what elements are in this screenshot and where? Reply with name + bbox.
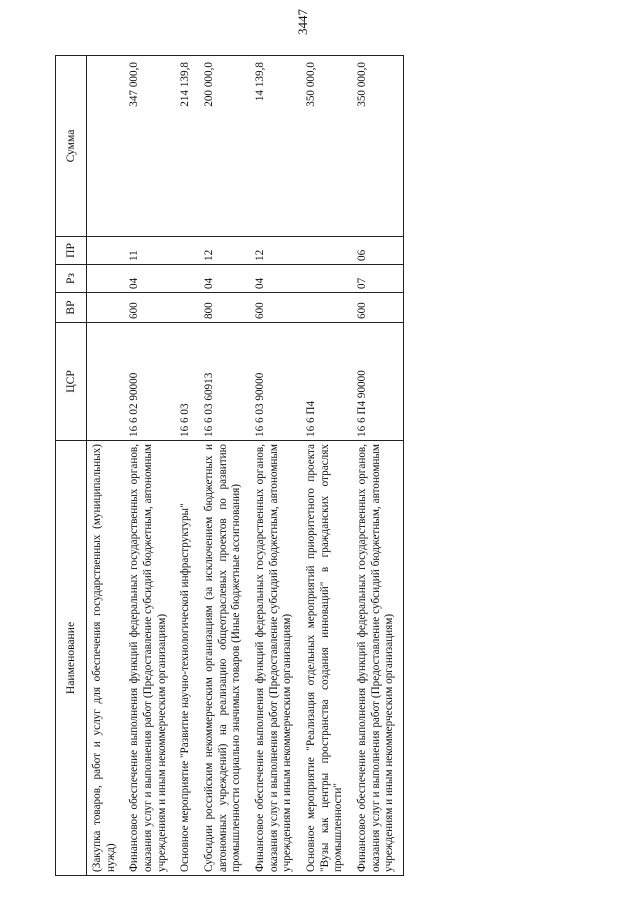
cell-csr: 16 6 02 90000 <box>124 323 175 441</box>
table-row <box>175 56 199 876</box>
cell-name: Основное мероприятие "Реализация отдельных мероприятий приоритетного проекта "Вузы как центры пространства создания инноваций" в гражданских отраслях промышленности" <box>301 441 352 876</box>
cell-pr: 06 <box>352 237 403 265</box>
cell-name: Основное мероприятие "Развитие научно-технологической инфраструктуры" <box>175 441 199 876</box>
cell-vr: 600 <box>124 293 175 323</box>
cell-sum: 350 000,0 <box>301 56 352 237</box>
header-sum: Сумма <box>56 56 87 237</box>
cell-vr <box>87 293 125 323</box>
cell-rz: 04 <box>199 265 250 293</box>
table-row <box>301 56 352 876</box>
table-header-row <box>56 56 87 876</box>
page-number: 3447 <box>295 9 310 35</box>
cell-rz: 04 <box>124 265 175 293</box>
cell-rz <box>87 265 125 293</box>
cell-pr: 11 <box>124 237 175 265</box>
cell-pr: 12 <box>199 237 250 265</box>
cell-csr <box>87 323 125 441</box>
cell-sum: 214 139,8 <box>175 56 199 237</box>
cell-csr: 16 6 П4 90000 <box>352 323 403 441</box>
cell-csr: 16 6 03 60913 <box>199 323 250 441</box>
table-row <box>87 56 125 876</box>
cell-vr: 600 <box>352 293 403 323</box>
cell-csr: 16 6 03 90000 <box>250 323 301 441</box>
header-pr: ПР <box>56 237 87 265</box>
cell-pr <box>301 237 352 265</box>
header-csr: ЦСР <box>56 323 87 441</box>
cell-name: Финансовое обеспечение выполнения функций федеральных государственных органов, оказания услуг и выполнения работ (Предоставление субсидий бюджетным, автономным учреждениям и иным некоммерческим организациям) <box>352 441 403 876</box>
cell-name: (Закупка товаров, работ и услуг для обеспечения государственных (муниципальных) нужд) <box>87 441 125 876</box>
cell-name: Финансовое обеспечение выполнения функций федеральных государственных органов, оказания услуг и выполнения работ (Предоставление субсидий бюджетным, автономным учреждениям и иным некоммерческим организациям) <box>250 441 301 876</box>
header-name: Наименование <box>56 441 87 876</box>
budget-table <box>55 55 404 876</box>
header-vr: ВР <box>56 293 87 323</box>
cell-csr: 16 6 П4 <box>301 323 352 441</box>
cell-rz <box>301 265 352 293</box>
table-row <box>352 56 403 876</box>
cell-sum <box>87 56 125 237</box>
cell-sum: 200 000,0 <box>199 56 250 237</box>
rotated-page-stage <box>55 56 585 876</box>
cell-pr: 12 <box>250 237 301 265</box>
cell-vr <box>175 293 199 323</box>
cell-sum: 14 139,8 <box>250 56 301 237</box>
table-row <box>250 56 301 876</box>
cell-vr: 800 <box>199 293 250 323</box>
cell-rz <box>175 265 199 293</box>
cell-pr <box>175 237 199 265</box>
cell-name: Финансовое обеспечение выполнения функций федеральных государственных органов, оказания услуг и выполнения работ (Предоставление субсидий бюджетным, автономным учреждениям и иным некоммерческим организациям) <box>124 441 175 876</box>
cell-rz: 04 <box>250 265 301 293</box>
budget-table-wrapper <box>55 56 585 876</box>
cell-rz: 07 <box>352 265 403 293</box>
table-row <box>199 56 250 876</box>
cell-vr: 600 <box>250 293 301 323</box>
cell-vr <box>301 293 352 323</box>
table-row <box>124 56 175 876</box>
cell-pr <box>87 237 125 265</box>
cell-sum: 347 000,0 <box>124 56 175 237</box>
cell-csr: 16 6 03 <box>175 323 199 441</box>
cell-name: Субсидии российским некоммерческим организациям (за исключением бюджетных и автономных учреждений) на реализацию общеотраслевых проектов по развитию промышленности социально значимых товаров (Иные бюджетные ассигнования) <box>199 441 250 876</box>
header-rz: Рз <box>56 265 87 293</box>
cell-sum: 350 000,0 <box>352 56 403 237</box>
